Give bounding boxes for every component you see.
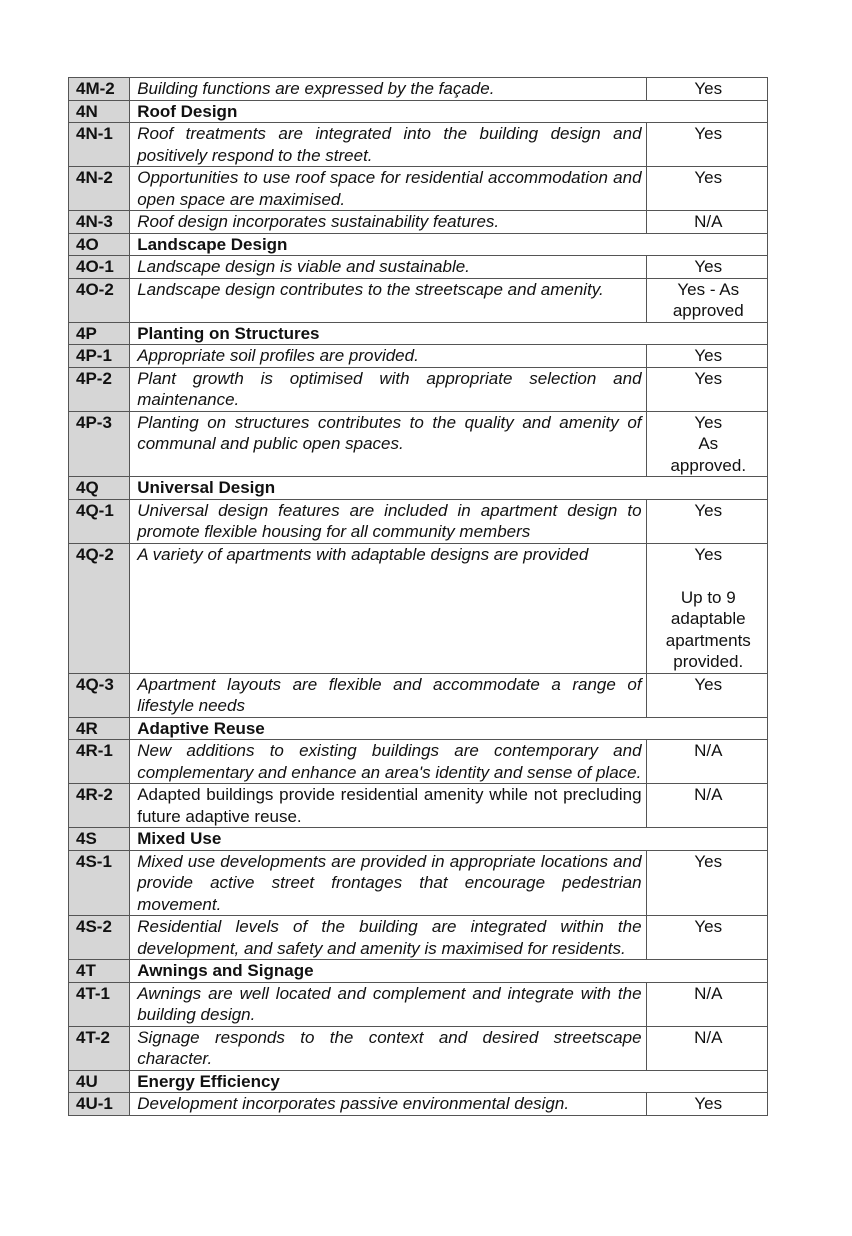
criterion-code: 4O [69, 233, 130, 256]
compliance-value: Yes [646, 916, 767, 960]
section-header-row [69, 100, 768, 123]
compliance-table [68, 77, 768, 1116]
compliance-value: Yes [646, 499, 767, 543]
compliance-value: Yes - As approved [646, 278, 767, 322]
compliance-value: Yes Up to 9 adaptable apartments provided. [646, 543, 767, 673]
criterion-row [69, 543, 768, 673]
criterion-code: 4R-1 [69, 740, 130, 784]
criterion-code: 4S-2 [69, 916, 130, 960]
criterion-code: 4P-1 [69, 345, 130, 368]
compliance-value: Yes [646, 256, 767, 279]
criterion-code: 4N [69, 100, 130, 123]
criterion-code: 4Q [69, 477, 130, 500]
criterion-description: New additions to existing buildings are contemporary and complementary and enhance an area's identity and sense of place. [130, 740, 646, 784]
section-title: Adaptive Reuse [130, 717, 768, 740]
compliance-value: Yes [646, 78, 767, 101]
criterion-row [69, 1026, 768, 1070]
criterion-description: Mixed use developments are provided in appropriate locations and provide active street frontages that encourage pedestrian movement. [130, 850, 646, 916]
criterion-code: 4S [69, 828, 130, 851]
compliance-table-body [69, 78, 768, 1116]
criterion-description: Residential levels of the building are integrated within the development, and safety and amenity is maximised for residents. [130, 916, 646, 960]
compliance-value: N/A [646, 740, 767, 784]
criterion-description: Adapted buildings provide residential amenity while not precluding future adaptive reuse. [130, 784, 646, 828]
criterion-code: 4R [69, 717, 130, 740]
criterion-row [69, 784, 768, 828]
criterion-row [69, 499, 768, 543]
criterion-row [69, 167, 768, 211]
criterion-code: 4O-2 [69, 278, 130, 322]
compliance-value: N/A [646, 211, 767, 234]
criterion-code: 4R-2 [69, 784, 130, 828]
compliance-value: Yes As approved. [646, 411, 767, 477]
criterion-code: 4Q-3 [69, 673, 130, 717]
criterion-code: 4P-2 [69, 367, 130, 411]
criterion-description: Building functions are expressed by the façade. [130, 78, 646, 101]
criterion-row [69, 982, 768, 1026]
compliance-value: N/A [646, 1026, 767, 1070]
compliance-value: N/A [646, 982, 767, 1026]
compliance-value: Yes [646, 367, 767, 411]
criterion-code: 4U-1 [69, 1093, 130, 1116]
criterion-description: Apartment layouts are flexible and accommodate a range of lifestyle needs [130, 673, 646, 717]
criterion-description: Landscape design is viable and sustainable. [130, 256, 646, 279]
section-header-row [69, 233, 768, 256]
criterion-code: 4N-3 [69, 211, 130, 234]
section-title: Mixed Use [130, 828, 768, 851]
section-header-row [69, 717, 768, 740]
criterion-row [69, 411, 768, 477]
criterion-code: 4T-1 [69, 982, 130, 1026]
criterion-row [69, 78, 768, 101]
criterion-row [69, 345, 768, 368]
compliance-value: N/A [646, 784, 767, 828]
criterion-code: 4N-2 [69, 167, 130, 211]
compliance-value: Yes [646, 123, 767, 167]
criterion-row [69, 673, 768, 717]
criterion-row [69, 211, 768, 234]
section-header-row [69, 322, 768, 345]
compliance-value: Yes [646, 345, 767, 368]
section-title: Energy Efficiency [130, 1070, 768, 1093]
criterion-description: Signage responds to the context and desired streetscape character. [130, 1026, 646, 1070]
criterion-row [69, 916, 768, 960]
criterion-description: A variety of apartments with adaptable designs are provided [130, 543, 646, 673]
section-header-row [69, 1070, 768, 1093]
criterion-code: 4Q-2 [69, 543, 130, 673]
criterion-description: Plant growth is optimised with appropriate selection and maintenance. [130, 367, 646, 411]
criterion-description: Planting on structures contributes to the quality and amenity of communal and public open spaces. [130, 411, 646, 477]
section-header-row [69, 960, 768, 983]
criterion-description: Roof treatments are integrated into the building design and positively respond to the street. [130, 123, 646, 167]
compliance-value: Yes [646, 167, 767, 211]
criterion-row [69, 367, 768, 411]
criterion-description: Roof design incorporates sustainability features. [130, 211, 646, 234]
criterion-code: 4S-1 [69, 850, 130, 916]
criterion-description: Landscape design contributes to the streetscape and amenity. [130, 278, 646, 322]
criterion-row [69, 1093, 768, 1116]
criterion-code: 4P-3 [69, 411, 130, 477]
compliance-value: Yes [646, 850, 767, 916]
criterion-row [69, 740, 768, 784]
criterion-row [69, 850, 768, 916]
compliance-value: Yes [646, 673, 767, 717]
criterion-description: Appropriate soil profiles are provided. [130, 345, 646, 368]
section-title: Universal Design [130, 477, 768, 500]
criterion-description: Development incorporates passive environmental design. [130, 1093, 646, 1116]
section-title: Awnings and Signage [130, 960, 768, 983]
section-header-row [69, 828, 768, 851]
criterion-row [69, 123, 768, 167]
criterion-row [69, 278, 768, 322]
section-title: Planting on Structures [130, 322, 768, 345]
criterion-code: 4O-1 [69, 256, 130, 279]
criterion-code: 4M-2 [69, 78, 130, 101]
criterion-description: Opportunities to use roof space for residential accommodation and open space are maximised. [130, 167, 646, 211]
criterion-code: 4P [69, 322, 130, 345]
compliance-value: Yes [646, 1093, 767, 1116]
criterion-code: 4T [69, 960, 130, 983]
criterion-code: 4T-2 [69, 1026, 130, 1070]
criterion-code: 4Q-1 [69, 499, 130, 543]
criterion-description: Awnings are well located and complement and integrate with the building design. [130, 982, 646, 1026]
criterion-code: 4N-1 [69, 123, 130, 167]
section-title: Landscape Design [130, 233, 768, 256]
section-header-row [69, 477, 768, 500]
criterion-description: Universal design features are included in apartment design to promote flexible housing for all community members [130, 499, 646, 543]
section-title: Roof Design [130, 100, 768, 123]
criterion-row [69, 256, 768, 279]
criterion-code: 4U [69, 1070, 130, 1093]
